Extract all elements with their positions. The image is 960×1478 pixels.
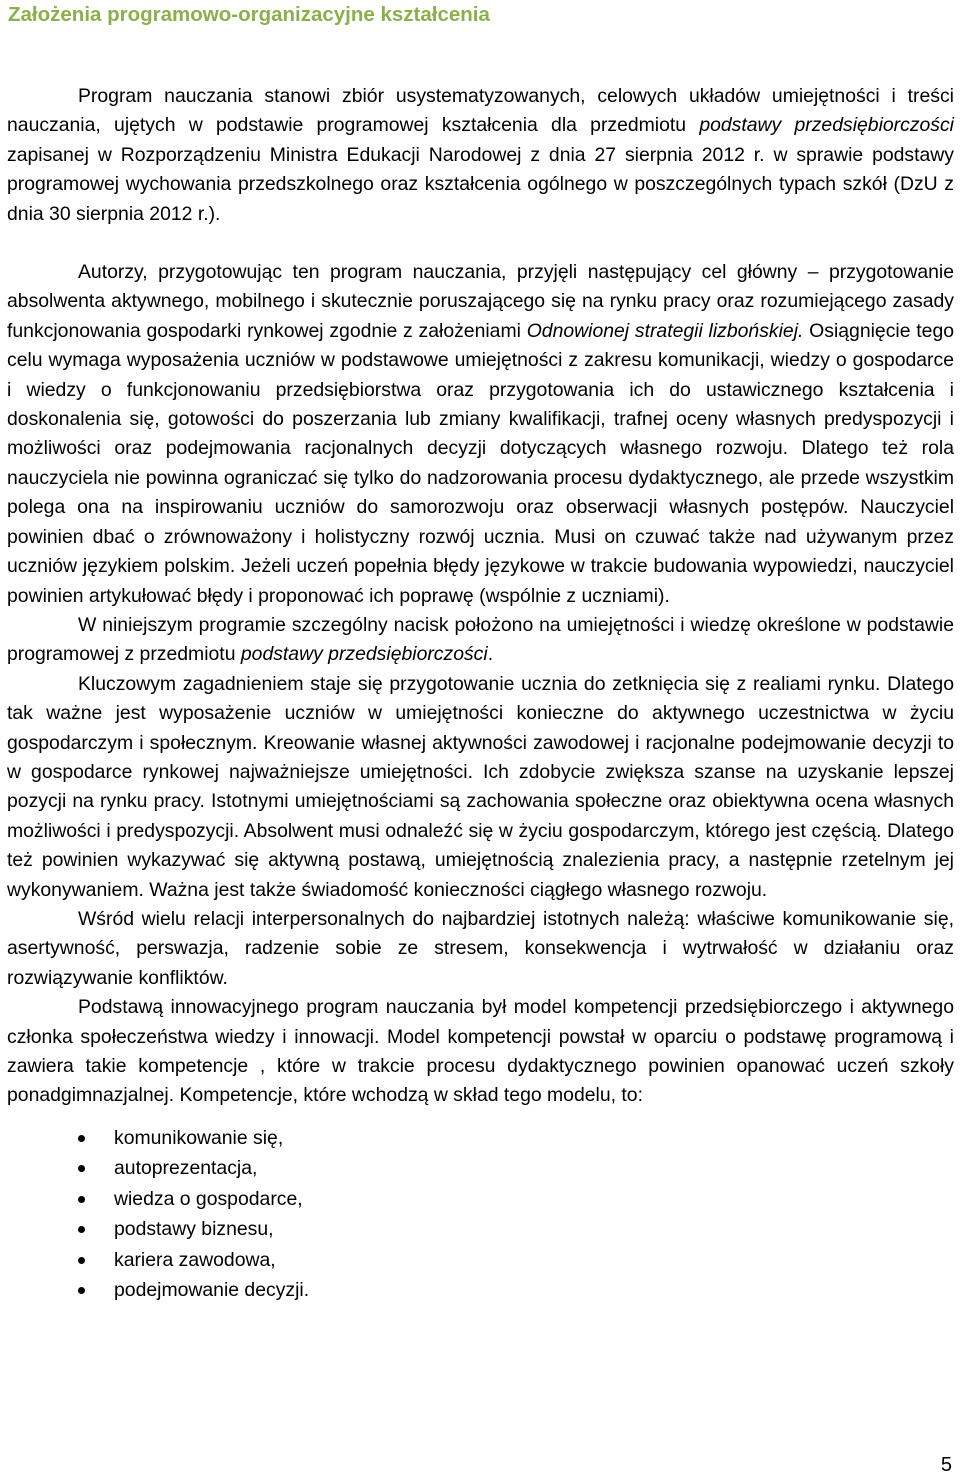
bullet-icon <box>78 1135 85 1142</box>
paragraph-program-definition <box>7 82 954 229</box>
paragraph-main-goal <box>7 258 954 611</box>
strategy-name: Odnowionej strategii lizbońskiej. <box>526 319 804 342</box>
subject-name: podstawy przedsiębiorczości <box>240 643 488 666</box>
bullet-icon <box>78 1196 85 1203</box>
list-item <box>7 1123 954 1154</box>
page-heading: Założenia programowo-organizacyjne kształcenia <box>8 3 490 26</box>
list-item <box>7 1275 954 1306</box>
list-item <box>7 1214 954 1245</box>
list-item-label: podejmowanie decyzji. <box>114 1279 310 1302</box>
paragraph-text: Program nauczania stanowi zbiór usystematyzowanych, celowych układów umiejętności i treści nauczania, ujętych w podstawie programowej kształcenia dla przedmiotu <box>7 85 954 137</box>
list-item-label: kariera zawodowa, <box>114 1248 276 1271</box>
paragraph-competence-model: Podstawą innowacyjnego program nauczania był model kompetencji przedsiębiorczego i aktywnego członka społeczeństwa wiedzy i innowacji. Model kompetencji powstał w oparciu o podstawę programową i zawiera takie kompetencje , które w trakcie procesu dydaktycznego powinien opanować uczeń szkoły ponadgimnazjalnej. Kompetencje, które wchodzą w skład tego modelu, to: <box>7 996 954 1107</box>
subject-name: podstawy przedsiębiorczości <box>699 114 954 137</box>
list-item <box>7 1184 954 1215</box>
list-item-label: autoprezentacja, <box>114 1157 258 1180</box>
list-item <box>7 1153 954 1184</box>
bullet-icon <box>78 1226 85 1233</box>
list-item <box>7 1245 954 1276</box>
document-body <box>7 82 954 1306</box>
list-item-label: wiedza o gospodarce, <box>114 1187 303 1210</box>
list-item-label: komunikowanie się, <box>114 1126 284 1149</box>
paragraph-emphasis <box>7 611 954 670</box>
bullet-icon <box>78 1287 85 1294</box>
paragraph-text: W niniejszym programie szczególny nacisk położono na umiejętności i wiedzę określone w podstawie programowej z przedmiotu <box>7 613 954 666</box>
competence-list <box>7 1123 954 1306</box>
paragraph-text: . <box>487 643 494 666</box>
bullet-icon <box>78 1257 85 1264</box>
paragraph-text: zapisanej w Rozporządzeniu Ministra Edukacji Narodowej z dnia 27 sierpnia 2012 r. w sprawie podstawy programowej wychowania przedszkolnego oraz kształcenia ogólnego w poszczególnych typach szkół (DzU z dnia 30 sierpnia 2012 r.). <box>7 143 954 225</box>
paragraph-market-readiness: Kluczowym zagadnieniem staje się przygotowanie ucznia do zetknięcia się z realiami rynku. Dlatego tak ważne jest wyposażenie uczniów w umiejętności konieczne do aktywnego uczestnictwa w życiu gospodarczym i społecznym. Kreowanie własnej aktywności zawodowej i racjonalne podejmowanie decyzji to w gospodarce rynkowej najważniejsze umiejętności. Ich zdobycie zwiększa szanse na uzyskanie lepszej pozycji na rynku pracy. Istotnymi umiejętnościami są zachowania społeczne oraz obiektywna ocena własnych możliwości i predyspozycji. Absolwent musi odnaleźć się w życiu gospodarczym, którego jest częścią. Dlatego też powinien wykazywać się aktywną postawą, umiejętnością znalezienia pracy, a następnie rzetelnym jej wykonywaniem. Ważna jest także świadomość konieczności ciągłego własnego rozwoju. <box>7 672 954 901</box>
paragraph-text: Osiągnięcie tego celu wymaga wyposażenia uczniów w podstawowe umiejętności z zakresu komunikacji, wiedzy o gospodarce i wiedzy o funkcjonowaniu przedsiębiorstwa oraz przygotowania ich do ustawicznego kształcenia i doskonalenia się, gotowości do poszerzania lub zmiany kwalifikacji, trafnej oceny własnych predyspozycji i możliwości oraz podejmowania racjonalnych decyzji dotyczących własnego rozwoju. Dlatego też rola nauczyciela nie powinna ograniczać się tylko do nadzorowania procesu dydaktycznego, ale przede wszystkim polega ona na inspirowaniu uczniów do samorozwoju oraz obserwacji własnych postępów. Nauczyciel powinien dbać o zrównoważony i holistyczny rozwój ucznia. Musi on czuwać także nad używanym przez uczniów językiem polskim. Jeżeli uczeń popełnia błędy językowe w trakcie budowania wypowiedzi, nauczyciel powinien artykułować błędy i proponować ich poprawę (wspólnie z uczniami). <box>7 319 955 607</box>
bullet-icon <box>78 1165 85 1172</box>
page-number: 5 <box>940 1454 952 1476</box>
paragraph-text: Autorzy, przygotowując ten program nauczania, przyjęli następujący cel główny – przygotowanie absolwenta aktywnego, mobilnego i skutecznie poruszającego się na rynku pracy oraz rozumiejącego zasady funkcjonowania gospodarki rynkowej zgodnie z założeniami <box>7 261 954 342</box>
list-item-label: podstawy biznesu, <box>114 1218 274 1241</box>
paragraph-interpersonal-relations: Wśród wielu relacji interpersonalnych do najbardziej istotnych należą: właściwe komunikowanie się, asertywność, perswazja, radzenie sobie ze stresem, konsekwencja i wytrwałość w działaniu oraz rozwiązywanie konfliktów. <box>7 907 954 989</box>
